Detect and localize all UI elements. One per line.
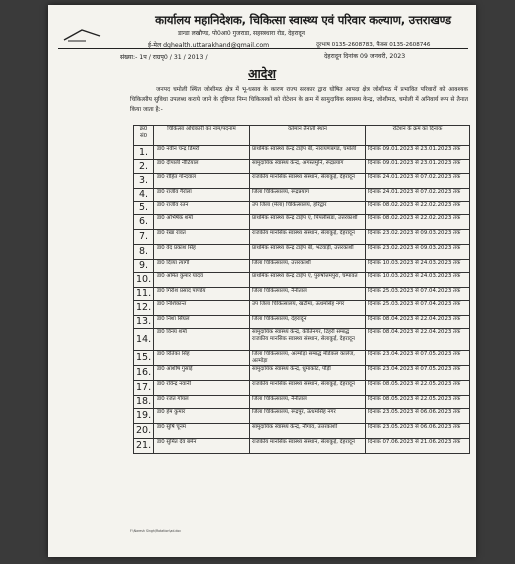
serial-cell: 4. bbox=[134, 189, 154, 202]
table-row bbox=[134, 351, 470, 366]
posting-cell: प्राथमिक स्वास्थ्य केन्द्र टाईप ए, पिपलीसंडा, उत्तरकाशी bbox=[250, 215, 366, 230]
serial-cell: 17. bbox=[134, 381, 154, 396]
rotation-table bbox=[133, 125, 470, 454]
dates-cell: दिनांक 08.05.2023 से 22.05.2023 तक bbox=[366, 396, 470, 409]
col-header-posting: वर्तमान तैनाती स्थान bbox=[250, 126, 366, 146]
col-header-serial: क्र0 सं0 bbox=[134, 126, 154, 146]
table-row bbox=[134, 396, 470, 409]
serial-cell: 8. bbox=[134, 245, 154, 260]
name-cell: डा0 सुमित देव बर्मन bbox=[154, 439, 250, 454]
posting-cell: राजकीय मानसिक स्वास्थ्य संस्थान, सेलाकुई, देहरादून bbox=[250, 439, 366, 454]
office-email: ई-मेल dghealth.uttarakhand@gmail.com bbox=[148, 42, 270, 49]
serial-cell: 1. bbox=[134, 146, 154, 160]
name-cell: डा0 नवीन चन्द्र डिमरी bbox=[154, 146, 250, 160]
dates-cell: दिनांक 09.01.2023 से 23.01.2023 तक bbox=[366, 160, 470, 174]
table-header-row bbox=[134, 126, 470, 146]
table-row bbox=[134, 439, 470, 454]
dates-cell: दिनांक 23.05.2023 से 06.06.2023 तक bbox=[366, 409, 470, 424]
dates-cell: दिनांक 07.06.2023 से 21.06.2023 तक bbox=[366, 439, 470, 454]
office-title: कार्यालय महानिदेशक, चिकित्सा स्वास्थ्य एवं परिवार कल्याण, उत्तराखण्ड bbox=[155, 13, 451, 27]
order-title: आदेश bbox=[248, 66, 276, 81]
serial-cell: 11. bbox=[134, 288, 154, 301]
name-cell: डा0 रेखा रावत bbox=[154, 230, 250, 245]
serial-cell: 5. bbox=[134, 202, 154, 215]
serial-cell: 3. bbox=[134, 174, 154, 189]
name-cell: डा0 रोहित गोन्दवाल bbox=[154, 174, 250, 189]
table-row bbox=[134, 316, 470, 329]
table-row bbox=[134, 189, 470, 202]
reference-number: संख्या:- 1प / राग्रपृ0 / 31 / 2013 / bbox=[120, 54, 208, 61]
name-cell: डा0 अभिषेक शर्मा bbox=[154, 215, 250, 230]
posting-cell: जिला चिकित्सालय, रूद्रप्रयाग bbox=[250, 189, 366, 202]
name-cell: डा0 रविन्द्र नवानी bbox=[154, 381, 250, 396]
dates-cell: दिनांक 10.03.2023 से 24.03.2023 तक bbox=[366, 273, 470, 288]
name-cell: डा0 रजत गोयल bbox=[154, 396, 250, 409]
posting-cell: उप जिला (मेला) चिकित्सालय, हरिद्वार bbox=[250, 202, 366, 215]
posting-cell: सामुदायिक स्वास्थ्य केन्द्र, अगस्तमुनि, रूद्रप्रयाग bbox=[250, 160, 366, 174]
posting-cell: प्राथमिक स्वास्थ्य केन्द्र टाईप बी, नारायणबगड, चमोली bbox=[250, 146, 366, 160]
name-cell: डा0 अमित कुमार यादव bbox=[154, 273, 250, 288]
name-cell: डा0 रितिका सिंह bbox=[154, 351, 250, 366]
table-row bbox=[134, 424, 470, 439]
dates-cell: दिनांक 25.03.2023 से 07.04.2023 तक bbox=[366, 301, 470, 316]
posting-cell: जिला चिकित्सालय, नैनीताल bbox=[250, 288, 366, 301]
serial-cell: 20. bbox=[134, 424, 154, 439]
name-cell: डा0 दीपाली नौटियाल bbox=[154, 160, 250, 174]
table-row bbox=[134, 288, 470, 301]
table-row bbox=[134, 245, 470, 260]
serial-cell: 16. bbox=[134, 366, 154, 381]
table-row bbox=[134, 202, 470, 215]
name-cell: डा0 दिव्या त्यागी bbox=[154, 260, 250, 273]
serial-cell: 13. bbox=[134, 316, 154, 329]
dates-cell: दिनांक 24.01.2023 से 07.02.2023 तक bbox=[366, 189, 470, 202]
table-row bbox=[134, 260, 470, 273]
posting-cell: उप जिला चिकित्सालय, खटीमा, ऊधमसिंह नगर bbox=[250, 301, 366, 316]
table-row bbox=[134, 381, 470, 396]
serial-cell: 6. bbox=[134, 215, 154, 230]
dates-cell: दिनांक 24.01.2023 से 07.02.2023 तक bbox=[366, 174, 470, 189]
name-cell: डा0 निशा सिंघल bbox=[154, 316, 250, 329]
header-divider bbox=[58, 48, 468, 49]
posting-cell: जिला चिकित्सालय, रूद्रपुर, ऊधमसिंह नगर bbox=[250, 409, 366, 424]
posting-cell: राजकीय मानसिक स्वास्थ्य संस्थान, सेलाकुई, देहरादून bbox=[250, 174, 366, 189]
handwritten-mark-icon bbox=[62, 27, 102, 43]
posting-cell: सामुदायिक स्वास्थ्य केन्द्र, नौगांव, उत्तरकाशी bbox=[250, 424, 366, 439]
table-row bbox=[134, 160, 470, 174]
table-row bbox=[134, 215, 470, 230]
dates-cell: दिनांक 23.04.2023 से 07.05.2023 तक bbox=[366, 351, 470, 366]
table-row bbox=[134, 230, 470, 245]
name-cell: डा0 सुषि चूनम bbox=[154, 424, 250, 439]
posting-cell: जिला चिकित्सालय, अल्मोड़ा सम्बद्ध मेडिकल कालेज, अल्मोड़ा bbox=[250, 351, 366, 366]
dates-cell: दिनांक 08.02.2023 से 22.02.2023 तक bbox=[366, 215, 470, 230]
name-cell: डा0 वेद प्रकाश सिंह bbox=[154, 245, 250, 260]
posting-cell: जिला चिकित्सालय, देहरादून bbox=[250, 316, 366, 329]
table-row bbox=[134, 146, 470, 160]
serial-cell: 2. bbox=[134, 160, 154, 174]
dates-cell: दिनांक 08.04.2023 से 22.04.2023 तक bbox=[366, 316, 470, 329]
serial-cell: 18. bbox=[134, 396, 154, 409]
dates-cell: दिनांक 23.02.2023 से 09.03.2023 तक bbox=[366, 245, 470, 260]
dates-cell: दिनांक 08.04.2023 से 22.04.2023 तक bbox=[366, 329, 470, 351]
name-cell: डा0 आशीष गुसांई bbox=[154, 366, 250, 381]
serial-cell: 21. bbox=[134, 439, 154, 454]
dates-cell: दिनांक 25.03.2023 से 07.04.2023 तक bbox=[366, 288, 470, 301]
table-row bbox=[134, 273, 470, 288]
office-address: डान्डा लखौण्ड, पो0आ0 गुजराडा, सहस्त्रधारा रोड, देहरादून bbox=[178, 30, 306, 37]
name-cell: डा0 राजीव गैरोला bbox=[154, 189, 250, 202]
serial-cell: 19. bbox=[134, 409, 154, 424]
table-row bbox=[134, 174, 470, 189]
posting-cell: जिला चिकित्सालय, उत्तरकाशी bbox=[250, 260, 366, 273]
serial-cell: 9. bbox=[134, 260, 154, 273]
serial-cell: 15. bbox=[134, 351, 154, 366]
table-row bbox=[134, 366, 470, 381]
dates-cell: दिनांक 23.04.2023 से 07.05.2023 तक bbox=[366, 366, 470, 381]
name-cell: डा0 गिरीश प्रसाद पाण्डेय bbox=[154, 288, 250, 301]
name-cell: डा0 विनय शर्मा bbox=[154, 329, 250, 351]
dates-cell: दिनांक 08.02.2023 से 22.02.2023 तक bbox=[366, 202, 470, 215]
table-row bbox=[134, 329, 470, 351]
serial-cell: 12. bbox=[134, 301, 154, 316]
name-cell: डा0 हेम कुमार bbox=[154, 409, 250, 424]
posting-cell: राजकीय मानसिक स्वास्थ्य संस्थान, सेलाकुई, देहरादून bbox=[250, 230, 366, 245]
posting-cell: सामुदायिक स्वास्थ्य केन्द्र, कीर्तिनगर, टिहरी सम्बद्ध राजकीय मानसिक स्वास्थ्य संस्थान, सेलाकुई, देहरादून bbox=[250, 329, 366, 351]
document-page bbox=[48, 5, 476, 557]
reference-date: देहरादून दिनांक 09 जनवरी, 2023 bbox=[324, 53, 406, 60]
office-phone: दूरभाष 0135-2608783, फैक्स 0135-2608746 bbox=[316, 42, 431, 48]
posting-cell: सामुदायिक स्वास्थ्य केन्द्र, धुमाकोट, पौड़ी bbox=[250, 366, 366, 381]
dates-cell: दिनांक 09.01.2023 से 23.01.2023 तक bbox=[366, 146, 470, 160]
posting-cell: प्राथमिक स्वास्थ्य केन्द्र टाईप ए, पुरुषोत्तमपुरा, चम्पावत bbox=[250, 273, 366, 288]
order-paragraph: जनपद चमोली स्थित जोशीमठ क्षेत्र में भू-धसाव के कारण राज्य सरकार द्वारा घोषित आपदा क्षेत्र जोशीमठ में प्रभावित परिवारों को आवश्यक चिकित्सीय सुविधा उपलब्ध कराये जाने के दृष्टिगत निम्न चिकित्सकों को रोटेशन के क्रम में सामुदायिक स्वास्थ्य केन्द्र, जोशीमठ, चमोली में अनिवार्य रूप से तैनात किया जाता है:- bbox=[130, 87, 468, 113]
posting-cell: जिला चिकित्सालय, नैनीताल bbox=[250, 396, 366, 409]
file-path-footer: F:\Naresh Singh\Rotation\ad.doc bbox=[130, 529, 182, 533]
serial-cell: 7. bbox=[134, 230, 154, 245]
posting-cell: प्राथमिक स्वास्थ्य केन्द्र टाईप बी, भटवाड़ी, उत्तरकाशी bbox=[250, 245, 366, 260]
col-header-dates: रोटेशन के क्रम का दिनांक bbox=[366, 126, 470, 146]
serial-cell: 10. bbox=[134, 273, 154, 288]
name-cell: डा0 राजीव रतन bbox=[154, 202, 250, 215]
col-header-name: चिकित्सा अधिकारी का नाम/पदनाम bbox=[154, 126, 250, 146]
table-row bbox=[134, 301, 470, 316]
name-cell: डा0 निशिकान्त bbox=[154, 301, 250, 316]
dates-cell: दिनांक 08.05.2023 से 22.05.2023 तक bbox=[366, 381, 470, 396]
table-row bbox=[134, 409, 470, 424]
dates-cell: दिनांक 23.02.2023 से 09.03.2023 तक bbox=[366, 230, 470, 245]
posting-cell: राजकीय मानसिक स्वास्थ्य संस्थान, सेलाकुई, देहरादून bbox=[250, 381, 366, 396]
dates-cell: दिनांक 23.05.2023 से 06.06.2023 तक bbox=[366, 424, 470, 439]
dates-cell: दिनांक 10.03.2023 से 24.03.2023 तक bbox=[366, 260, 470, 273]
serial-cell: 14. bbox=[134, 329, 154, 351]
